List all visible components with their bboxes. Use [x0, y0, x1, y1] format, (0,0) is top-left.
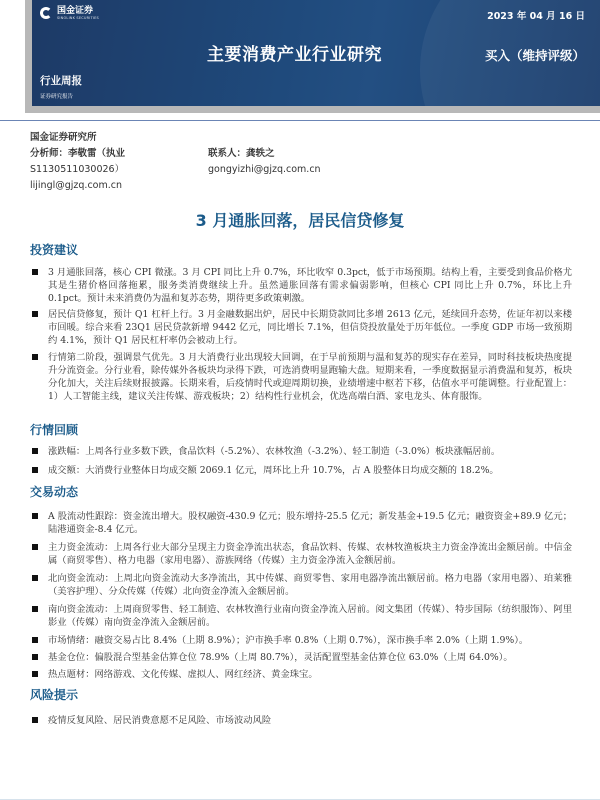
list-item: 成交额：大消费行业整体日均成交额 2069.1 亿元，周环比上升 10.7%，占 A 股整体日均成交额的 18.2%。: [32, 464, 572, 477]
divider: [0, 120, 600, 121]
bullet-icon: [32, 354, 38, 360]
analyst-info: [30, 130, 125, 194]
bullet-icon: [32, 544, 38, 550]
logo-en: SINOLINK SECURITIES: [57, 16, 99, 20]
contact-info: [208, 146, 321, 178]
logo-icon: [40, 7, 52, 19]
contact-name: 联系人：龚轶之: [208, 148, 275, 159]
report-type: 行业周报: [40, 75, 82, 87]
report-subtype: 证券研究报告: [40, 94, 74, 100]
section-title-risk: 风险提示: [30, 688, 79, 702]
bullet-icon: [32, 467, 38, 473]
bullet-icon: [32, 269, 38, 275]
section-title-investment: 投资建议: [30, 243, 79, 257]
list-item: 热点题材：网络游戏、文化传媒、虚拟人、网红经济、黄金珠宝。: [32, 668, 572, 681]
bullet-icon: [32, 637, 38, 643]
list-item: 3 月通胀回落，核心 CPI 微涨。3 月 CPI 同比上升 0.7%，环比收窄 0.3pct，低于市场预期。结构上看，主要受到食品价格尤其是生猪价格回落拖累，服务类消费继续上升。虽然通胀回落有需求偏弱影响，但核心 CPI 同比上升 0.7%，环比上升 0.1pct。预计未来消费仍为温和复苏态势，期待更多政策刺激。: [32, 266, 572, 305]
bullet-icon: [32, 448, 38, 454]
section-title-market-review: 行情回顾: [30, 423, 79, 437]
list-item: 基金仓位：偏股混合型基金估算仓位 78.9%（上周 80.7%），灵活配置型基金估算仓位 63.0%（上周 64.0%）。: [32, 651, 572, 664]
bullet-icon: [32, 606, 38, 612]
report-title: 主要消费产业行业研究: [207, 45, 382, 65]
bullet-icon: [32, 513, 38, 519]
list-item: 南向资金流动：上周商贸零售、轻工制造、农林牧渔行业南向资金净流入居前。阅文集团（传媒）、特步国际（纺织服饰）、阿里影业（传媒）南向资金净流入金额居前。: [32, 603, 572, 629]
list-item: 市场情绪：融资交易占比 8.4%（上期 8.9%）；沪市换手率 0.8%（上期 0.7%），深市换手率 2.0%（上期 1.9%）。: [32, 634, 572, 647]
list-item: 疫情反复风险、居民消费意愿不足风险、市场波动风险: [32, 714, 572, 727]
analyst-name: 分析师：李敬雷（执业: [30, 148, 126, 159]
analyst-email[interactable]: lijingl@gjzq.com.cn: [30, 180, 123, 191]
institute: 国金证券研究所: [30, 132, 97, 143]
section-title-trading: 交易动态: [30, 485, 79, 499]
report-date: 2023 年 04 月 16 日: [487, 11, 585, 22]
contact-email[interactable]: gongyizhi@gjzq.com.cn: [208, 164, 321, 175]
list-item: 居民信贷修复，预计 Q1 杠杆上行。3 月金融数据出炉，居民中长期贷款同比多增 2613 亿元，延续回升态势，佐证年初以来楼市回暖。综合来看 23Q1 居民贷款新增 9442 亿元，同比增长 7.1%，但信贷投放量处于历年低位。一季度 GDP 市场一致预期约 4.1%，预计 Q1 居民杠杆率仍会被动上行。: [32, 308, 572, 347]
list-item: 涨跌幅：上周各行业多数下跌，食品饮料（-5.2%）、农林牧渔（-3.2%）、轻工制造（-3.0%）板块涨幅居前。: [32, 445, 572, 458]
bullet-icon: [32, 671, 38, 677]
headline: 3 月通胀回落，居民信贷修复: [195, 211, 405, 230]
list-item: A 股流动性跟踪：资金流出增大。股权融资-430.9 亿元；股东增持-25.5 亿元；新发基金+19.5 亿元；融资资金+89.9 亿元；陆港通资金-8.4 亿元。: [32, 510, 572, 536]
company-logo: [40, 6, 99, 20]
header-banner: [32, 0, 600, 106]
bullet-icon: [32, 575, 38, 581]
bullet-icon: [32, 717, 38, 723]
list-item: 北向资金流动：上周北向资金流动大多净流出，其中传媒、商贸零售、家用电器净流出额居前。格力电器（家用电器）、珀莱雅（美容护理）、分众传媒（传媒）北向资金净流入金额居前。: [32, 572, 572, 598]
bullet-icon: [32, 654, 38, 660]
logo-cn: 国金证券: [57, 6, 94, 16]
rating-badge: 买入（维持评级）: [484, 48, 585, 63]
bullet-icon: [32, 311, 38, 317]
analyst-license: S1130511030026）: [30, 164, 125, 175]
list-item: 主力资金流动：上周各行业大部分呈现主力资金净流出状态，食品饮料、传媒、农林牧渔板块主力资金净流出金额居前。中信金属（商贸零售）、格力电器（家用电器）、游族网络（传媒）主力资金净流入金额居前。: [32, 541, 572, 567]
list-item: 行情第二阶段，强调景气优先。3 月大消费行业出现较大回调，在于早前预期与温和复苏的现实存在差异，同时科技板块热度提升分流资金。分行业看，除传媒外各板块均录得下跌，可选消费明显跑输大盘。短期来看，一季度数据显示消费温和复苏，板块分化加大，关注后续财报披露。长期来看，后疫情时代或迎周期切换，业绩增速中枢若下移，估值水平可能调整。行业配置上：1）人工智能主线，建议关注传媒、游戏板块；2）结构性行业机会，优选高端白酒、家电龙头、体育服饰。: [32, 351, 572, 403]
